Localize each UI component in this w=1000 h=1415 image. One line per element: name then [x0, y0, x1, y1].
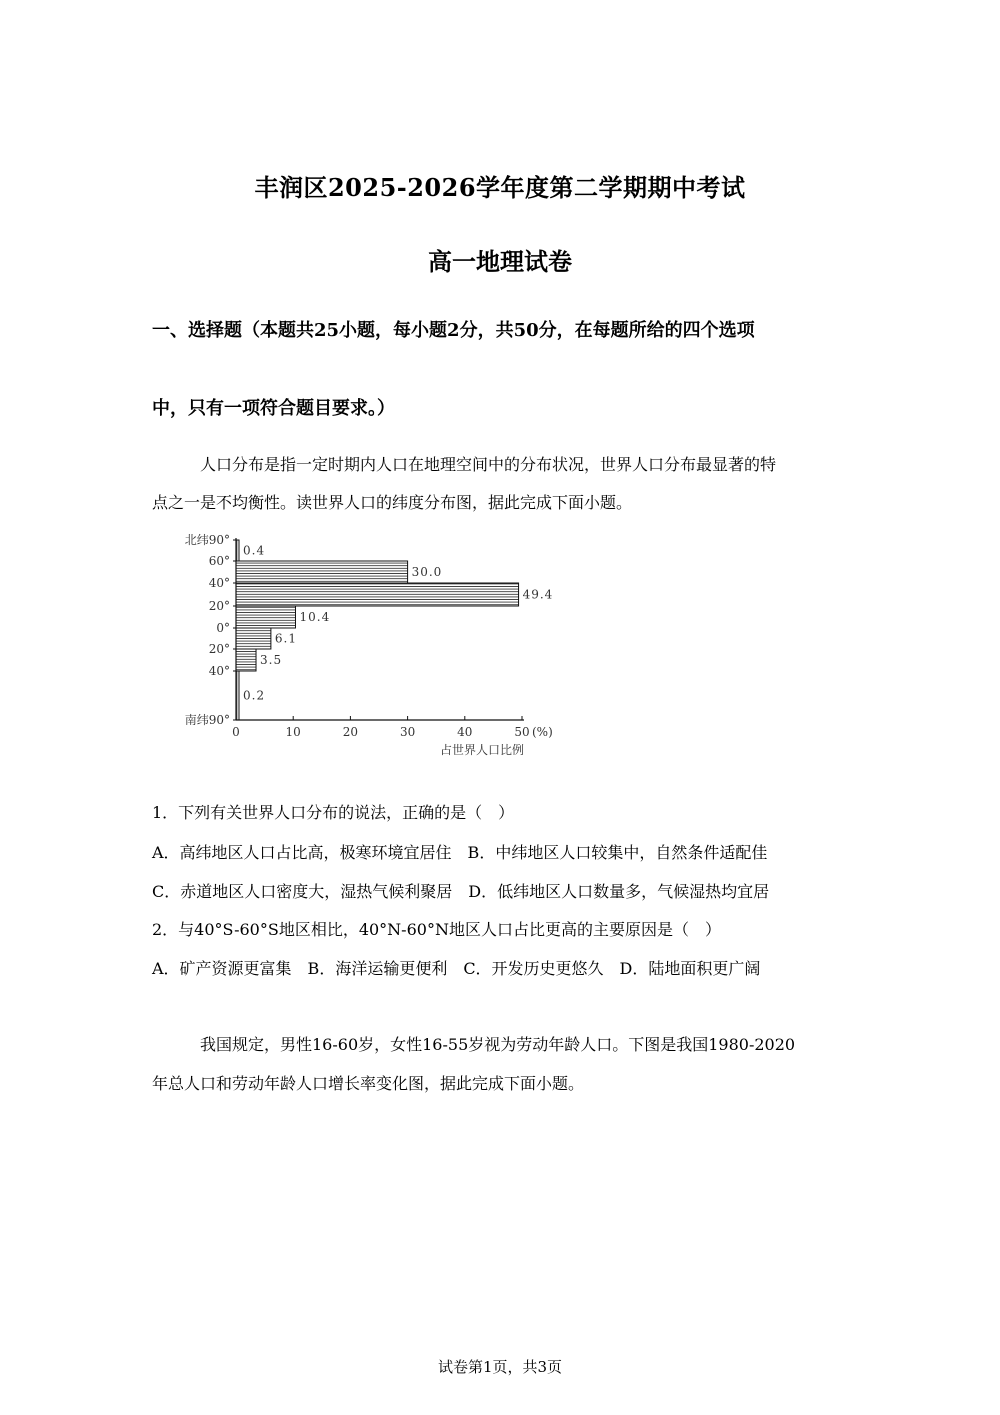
- passage1-line2: 点之一是不均衡性。读世界人口的纬度分布图，据此完成下面小题。: [152, 493, 633, 512]
- bar-1: [236, 561, 408, 583]
- bar-value-label-0: 0.4: [243, 543, 266, 558]
- passage1-line1: 人口分布是指一定时期内人口在地理空间中的分布状况，世界人口分布最显著的特: [200, 455, 777, 474]
- x-tick-label-1: 10: [285, 725, 301, 739]
- x-tick-label-5: 50: [514, 725, 530, 739]
- section-heading-line2: 中，只有一项符合题目要求。）: [152, 398, 395, 419]
- x-axis-title: 占世界人口比例: [439, 743, 524, 757]
- exam-title: 丰润区2025-2026学年度第二学期期中考试: [254, 173, 746, 202]
- population-latitude-chart: [172, 528, 572, 760]
- page-footer: 试卷第1页，共3页: [437, 1358, 563, 1376]
- lat-label-5: 20°: [208, 642, 230, 656]
- x-tick-label-4: 40: [457, 725, 473, 739]
- bar-5: [236, 649, 256, 671]
- bar-value-label-5: 3.5: [260, 653, 283, 667]
- bar-value-label-2: 49.4: [522, 587, 554, 602]
- q1-options-cd: C．赤道地区人口密度大，湿热气候利聚居 D．低纬地区人口数量多，气候湿热均宜居: [152, 882, 770, 901]
- q1-options-ab: A．高纬地区人口占比高，极寒环境宜居住 B．中纬地区人口较集中，自然条件适配佳: [152, 843, 768, 862]
- bar-value-label-6: 0.2: [243, 688, 266, 703]
- lat-label-0: 北纬90°: [184, 533, 230, 547]
- x-unit-label: (%): [532, 725, 553, 739]
- bar-value-label-1: 30.0: [411, 565, 443, 579]
- bar-3: [236, 606, 295, 628]
- x-tick-label-3: 30: [399, 725, 416, 739]
- bar-value-label-3: 10.4: [299, 610, 331, 624]
- lat-label-7: 南纬90°: [184, 713, 230, 727]
- q2-stem: 2．与40°S-60°S地区相比，40°N-60°N地区人口占比更高的主要原因是（ ）: [152, 920, 721, 939]
- x-tick-label-2: 20: [342, 725, 359, 739]
- lat-label-4: 0°: [216, 621, 230, 635]
- section-heading-line1: 一、选择题（本题共25小题，每小题2分，共50分，在每题所给的四个选项: [152, 320, 755, 341]
- x-tick-label-0: 0: [232, 725, 240, 739]
- lat-label-2: 40°: [208, 576, 230, 590]
- exam-subtitle: 高一地理试卷: [428, 247, 572, 276]
- bar-value-label-4: 6.1: [274, 631, 297, 646]
- lat-label-6: 40°: [208, 664, 230, 678]
- bar-2: [236, 583, 519, 606]
- bar-4: [236, 628, 271, 649]
- passage2-line1: 我国规定，男性16-60岁，女性16-55岁视为劳动年龄人口。下图是我国1980-2020: [200, 1035, 796, 1054]
- lat-label-1: 60°: [208, 554, 230, 568]
- passage2-line2: 年总人口和劳动年龄人口增长率变化图，据此完成下面小题。: [152, 1074, 585, 1093]
- lat-label-3: 20°: [208, 599, 230, 613]
- q1-stem: 1．下列有关世界人口分布的说法，正确的是（ ）: [152, 803, 515, 822]
- q2-options: A．矿产资源更富集 B．海洋运输更便利 C．开发历史更悠久 D．陆地面积更广阔: [152, 959, 761, 978]
